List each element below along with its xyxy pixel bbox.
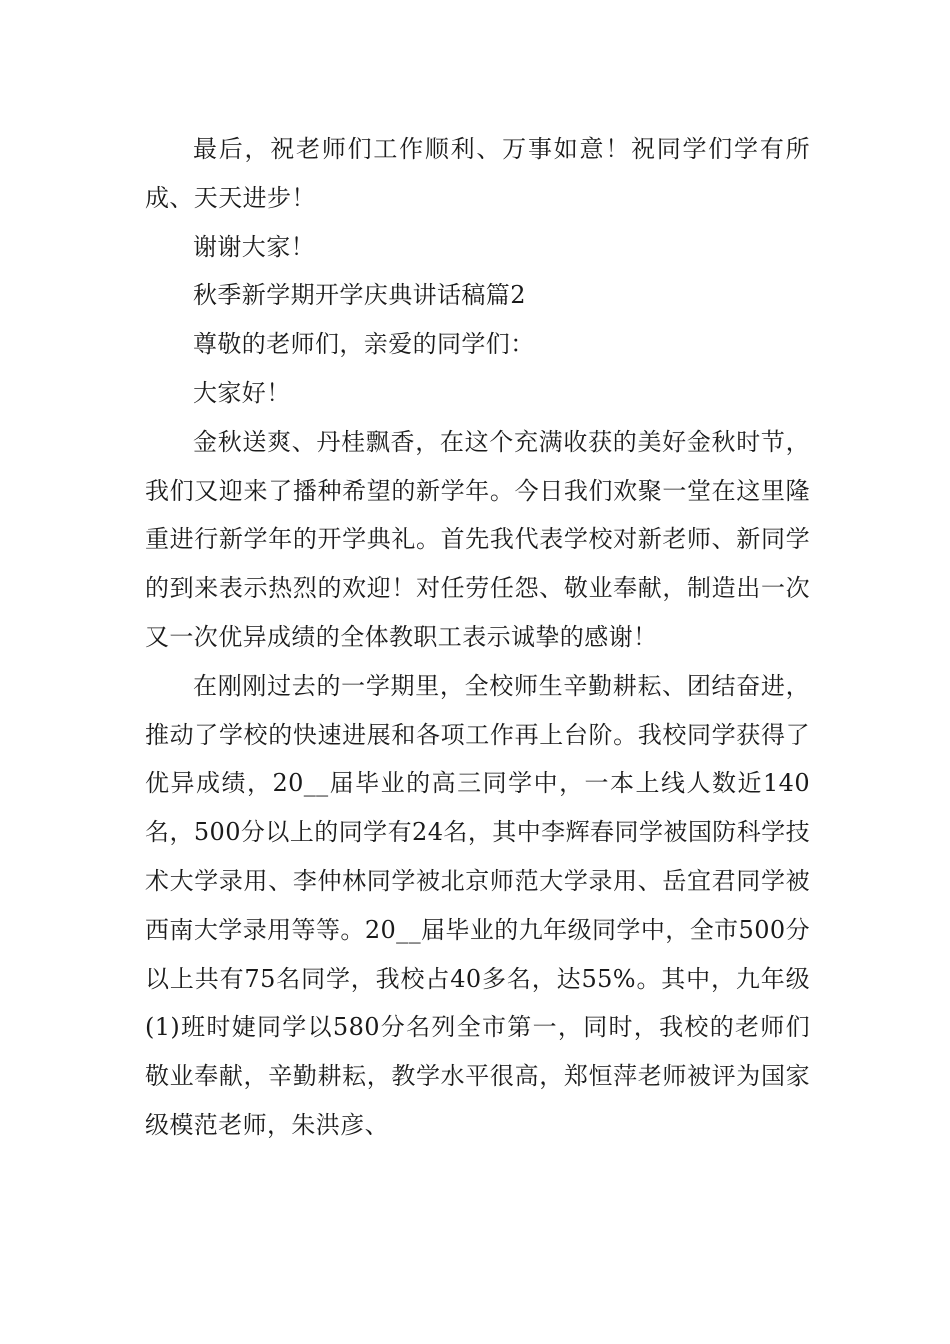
welcome-paragraph: 金秋送爽、丹桂飘香，在这个充满收获的美好金秋时节，我们又迎来了播种希望的新学年。今日我们欢聚一堂在这里隆重进行新学年的开学典礼。首先我代表学校对新老师、新同学的到来表示热烈的欢迎！对任劳任怨、敬业奉献，制造出一次又一次优异成绩的全体教职工表示诚挚的感谢！ [145,427,810,651]
greeting-paragraph: 大家好！ [193,378,291,407]
achievements-paragraph: 在刚刚过去的一学期里，全校师生辛勤耕耘、团结奋进，推动了学校的快速进展和各项工作再上台阶。我校同学获得了优异成绩，20__届毕业的高三同学中，一本上线人数近140名，500分以上的同学有24名，其中李辉春同学被国防科学技术大学录用、李仲林同学被北京师范大学录用、岳宜君同学被西南大学录用等等。20__届毕业的九年级同学中，全市500分以上共有75名同学，我校占40多名，达55%。其中，九年级(1)班时婕同学以580分名列全市第一，同时，我校的老师们敬业奉献，辛勤耕耘，教学水平很高，郑恒萍老师被评为国家级模范老师，朱洪彦、 [145,671,810,1139]
document-body [145,125,810,1150]
section-title: 秋季新学期开学庆典讲话稿篇2 [193,281,526,310]
closing-wish-paragraph: 最后，祝老师们工作顺利、万事如意！祝同学们学有所成、天天进步！ [145,135,810,212]
thanks-paragraph: 谢谢大家！ [193,232,315,261]
salutation-paragraph: 尊敬的老师们，亲爱的同学们： [193,330,535,359]
